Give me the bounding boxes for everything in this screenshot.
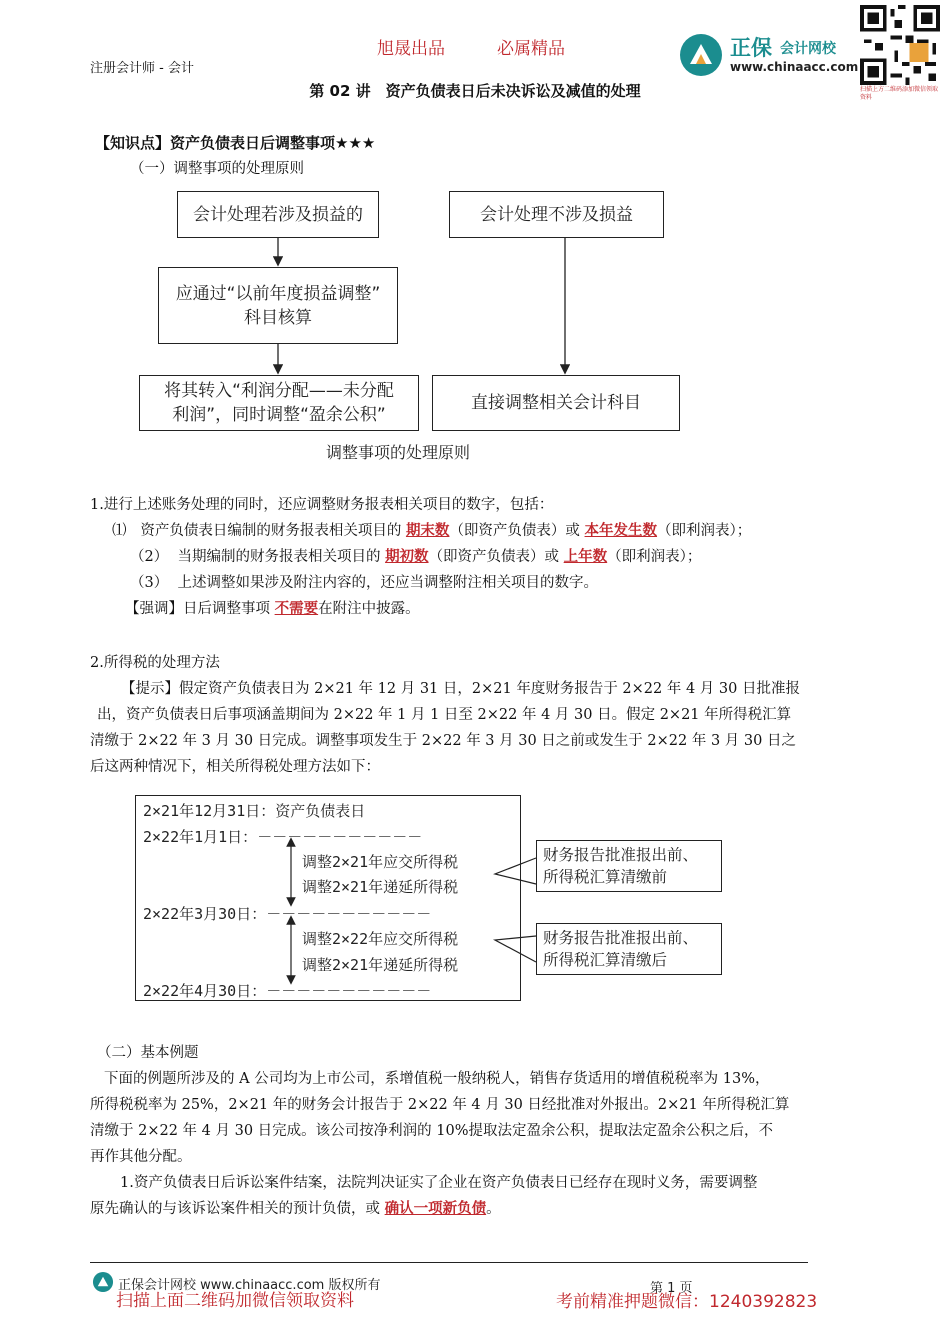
section2-heading: 2.所得税的处理方法 <box>90 655 220 671</box>
brand-url: www.chinaacc.com <box>730 60 859 74</box>
timeline-date-4: 2×22年4月30日：－－－－－－－－－－－ <box>143 982 432 1000</box>
key-prior-year: 上年数 <box>563 548 608 565</box>
brand-suffix: 会计网校 <box>780 41 836 57</box>
section3-heading: （二）基本例题 <box>97 1045 199 1061</box>
section2-tip-line3: 清缴于 2×22 年 3 月 30 日完成。调整事项发生于 2×22 年 3 月 30 日之前或发生于 2×22 年 3 月 30 日之 <box>90 733 796 749</box>
header-left-label: 注册会计师 - 会计 <box>90 61 194 76</box>
timeline-adjust-b1: 调整2×22年应交所得税 <box>302 930 459 948</box>
brand-name: 正保 <box>730 36 772 60</box>
key-new-liability: 确认一项新负债 <box>384 1200 487 1217</box>
section3-q1-line2: 原先确认的与该诉讼案件相关的预计负债，或 确认一项新负债。 <box>90 1200 501 1217</box>
section1-item2: （2） 当期编制的财务报表相关项目的 期初数（即资产负债表）或 上年数（即利润表）； <box>130 548 702 565</box>
section2-tip-line1: 【提示】假定资产负债表日为 2×21 年 12 月 31 日，2×21 年度财务报告于 2×22 年 4 月 30 日批准报 <box>121 681 800 697</box>
section3-q1-line1: 1.资产负债表日后诉讼案件结案，法院判决证实了企业在资产负债表日已经存在现时义务，需要调整 <box>120 1175 758 1191</box>
subheading-principles: （一）调整事项的处理原则 <box>130 161 304 177</box>
section3-para-line3: 清缴于 2×22 年 4 月 30 日完成。该公司按净利润的 10%提取法定盈余公积，提取法定盈余公积之后，不 <box>90 1123 773 1139</box>
footer-page-number: 第 1 页 <box>650 1281 693 1296</box>
key-period-begin: 期初数 <box>385 548 429 565</box>
flow-box-loss: 会计处理若涉及损益的 <box>177 191 379 238</box>
knowledge-heading: 【知识点】资产负债表日后调整事项★★★ <box>95 134 376 152</box>
section1-item1: ⑴ 资产负债表日编制的财务报表相关项目的 期末数（即资产负债表）或 本年发生数（即利润表）； <box>112 522 752 539</box>
timeline-date-1: 2×21年12月31日：资产负债表日 <box>143 802 366 820</box>
footer-copyright: 正保会计网校 www.chinaacc.com 版权所有 <box>118 1278 381 1293</box>
footer-divider <box>90 1262 808 1263</box>
footer-logo-icon <box>92 1271 114 1293</box>
key-current-year: 本年发生数 <box>584 522 658 539</box>
page-title: 第 02 讲 资产负债表日后未决诉讼及减值的处理 <box>309 82 641 100</box>
timeline-adjust-a1: 调整2×21年应交所得税 <box>302 853 459 871</box>
slogan-1: 旭晟出品 <box>377 39 445 59</box>
callout-pointer-1 <box>495 858 536 884</box>
flow-box-no-loss: 会计处理不涉及损益 <box>449 191 664 238</box>
key-not-required: 不需要 <box>274 600 319 617</box>
timeline-date-3: 2×22年3月30日：－－－－－－－－－－－ <box>143 905 432 923</box>
section1-item3: （3） 上述调整如果涉及附注内容的，还应当调整附注相关项目的数字。 <box>130 575 598 591</box>
qr-caption: 扫描上方二维码添加微信领取资料 <box>860 86 939 101</box>
flow-box-prior-line2: 科目核算 <box>244 307 312 328</box>
flowchart-caption: 调整事项的处理原则 <box>326 443 471 462</box>
footer-contact: 考前精准押题微信：1240392823 <box>556 1292 818 1312</box>
callout-pointer-2 <box>495 936 536 962</box>
section3-para-line2: 所得税税率为 25%，2×21 年的财务会计报告于 2×22 年 4 月 30 日经批准对外报出。2×21 年所得税汇算 <box>90 1097 790 1113</box>
callout-after-settlement: 财务报告批准报出前、 所得税汇算清缴后 <box>536 923 722 975</box>
section3-para-line4: 再作其他分配。 <box>90 1149 192 1165</box>
footer-scan-text: 扫描上面二维码加微信领取资料 <box>116 1291 354 1311</box>
key-period-end: 期末数 <box>405 522 450 539</box>
section2-tip-line2: 出，资产负债表日后事项涵盖期间为 2×22 年 1 月 1 日至 2×22 年 4 月 30 日。假定 2×21 年所得税汇算 <box>97 707 792 723</box>
section1-intro: 1.进行上述账务处理的同时，还应调整财务报表相关项目的数字，包括： <box>90 497 554 513</box>
slogan-2: 必属精品 <box>497 39 565 59</box>
section2-tip-line4: 后这两种情况下，相关所得税处理方法如下： <box>90 759 380 775</box>
flow-box-prior-line1: 应通过“以前年度损益调整” <box>175 283 381 304</box>
flow-box-transfer-line2: 利润”，同时调整“盈余公积” <box>172 405 386 425</box>
flow-box-direct-adjust: 直接调整相关会计科目 <box>432 375 680 431</box>
callout-before-settlement: 财务报告批准报出前、 所得税汇算清缴前 <box>536 840 722 892</box>
section1-emphasis: 【强调】日后调整事项 不需要在附注中披露。 <box>125 600 420 617</box>
flow-box-transfer-line1: 将其转入“利润分配——未分配 <box>164 381 394 401</box>
timeline-adjust-b2: 调整2×21年递延所得税 <box>302 956 459 974</box>
timeline-adjust-a2: 调整2×21年递延所得税 <box>302 878 459 896</box>
section3-para-line1: 下面的例题所涉及的 A 公司均为上市公司，系增值税一般纳税人，销售存货适用的增值税税率为 13%， <box>104 1071 770 1087</box>
timeline-date-2: 2×22年1月1日：－－－－－－－－－－－ <box>143 828 423 846</box>
